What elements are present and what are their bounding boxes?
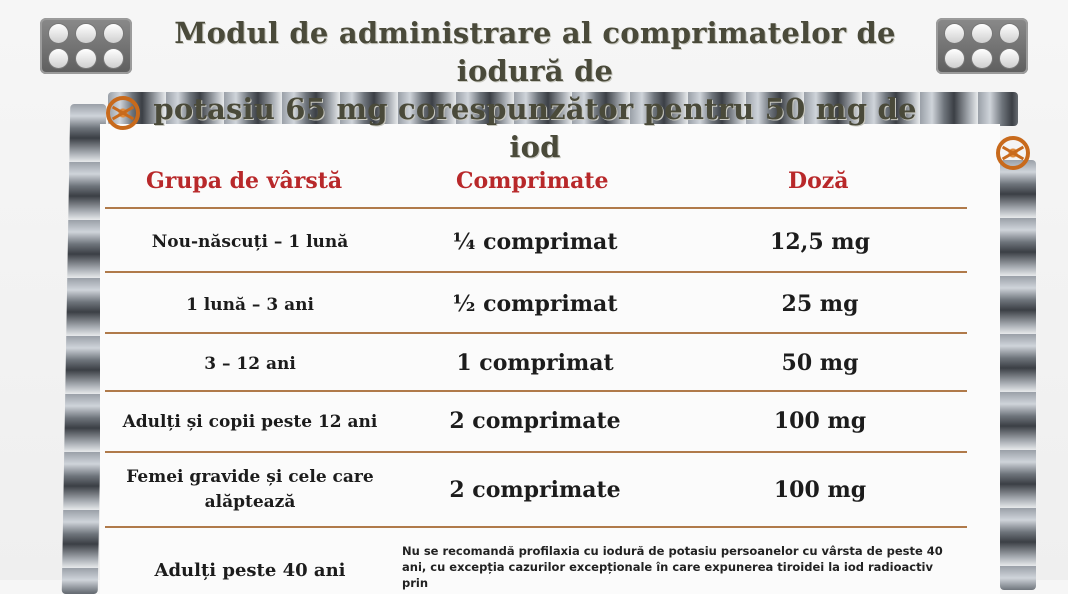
page-title: [150, 14, 920, 166]
table-row-tablets: 2 comprimate: [449, 477, 621, 503]
table-row-group: 1 lună – 3 ani: [186, 295, 314, 315]
header-tablets: Comprimate: [456, 168, 609, 194]
table-row-group: Femei gravide și cele care alăptează: [126, 467, 374, 512]
table-row-tablets: 2 comprimate: [449, 408, 621, 434]
table-row-group: Nou-născuți – 1 lună: [151, 232, 349, 252]
title-line-2: potasiu 65 mg corespunzător pentru 50 mg de iod: [153, 92, 917, 164]
title-line-1: Modul de administrare al comprimatelor de iodură de: [174, 16, 896, 88]
header-age-group: Grupa de vârstă: [146, 168, 343, 194]
table-rule: [105, 390, 967, 392]
table-rule: [105, 271, 967, 273]
table-row-group: Adulți și copii peste 12 ani: [122, 412, 378, 432]
blister-pack-icon: [40, 18, 132, 74]
table-row-dose: 50 mg: [781, 350, 859, 376]
table-rule: [105, 526, 967, 528]
table-row-tablets: 1 comprimat: [456, 350, 614, 376]
table-row-dose: 100 mg: [773, 408, 867, 434]
footnote-text: Nu se recomandă profilaxia cu iodură de potasiu persoanelor cu vârsta de peste 40 ani, cu excepția cazurilor excepționale în care expunerea tiroidei la iod radioactiv prin: [402, 544, 943, 590]
valve-wheel-icon: [996, 136, 1030, 170]
table-row-group: 3 – 12 ani: [204, 354, 296, 374]
table-rule: [105, 451, 967, 453]
table-rule: [105, 207, 967, 209]
table-row-tablets: ¼ comprimat: [452, 229, 618, 255]
table-row-dose: 12,5 mg: [770, 229, 870, 255]
table-row-dose: 100 mg: [773, 477, 867, 503]
table-row-dose: 25 mg: [781, 291, 859, 317]
header-dose: Doză: [788, 168, 849, 194]
blister-pack-icon: [936, 18, 1028, 74]
table-row-group: Adulți peste 40 ani: [154, 560, 346, 581]
valve-wheel-icon: [106, 96, 140, 130]
pipe-frame-right: [1000, 160, 1036, 590]
table-rule: [105, 332, 967, 334]
table-row-tablets: ½ comprimat: [452, 291, 618, 317]
